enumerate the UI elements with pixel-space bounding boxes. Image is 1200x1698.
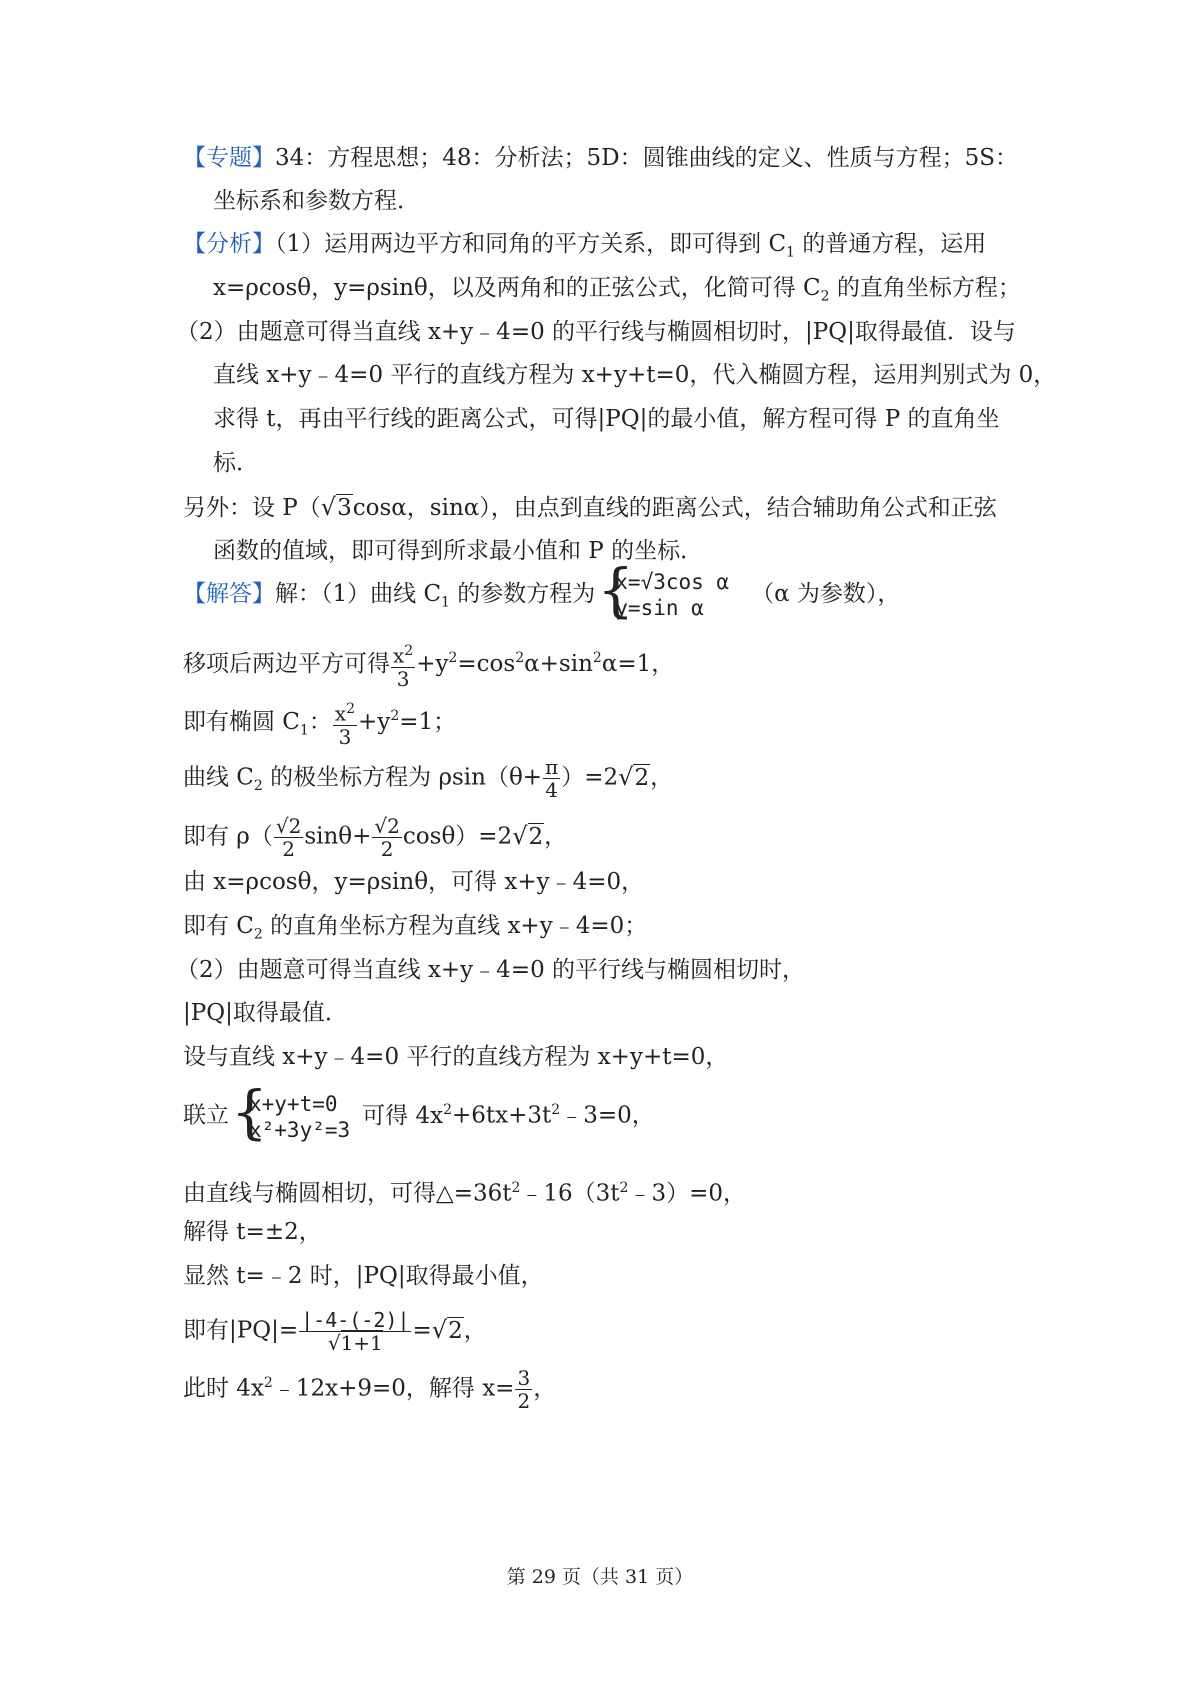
solution-line-5: 即有 ρ（ $\frac{√2}{2}$ sinθ+ $\frac{√2}{2}$ cosθ）=2√2，: [183, 814, 568, 861]
fraction-3-over-2: $\frac{3}{2}$: [517, 1366, 531, 1414]
solution-line-13: 解得 t=±2，: [183, 1219, 322, 1245]
fraction-x2-over-3: $\frac{x^2}{3}$: [333, 698, 357, 748]
solution-line-16: 此时 $4x^2﹣12x+9=0$，解得 x= $\frac{3}{2}$ ，: [183, 1366, 557, 1414]
zhuanti-line-2: 坐标系和参数方程．: [213, 188, 420, 214]
solution-line-12: 由直线与椭圆相切，可得$\triangle=36t^2﹣16(3t^2﹣3)=0$，: [183, 1180, 747, 1207]
lingwai-line-2: 函数的值域，即可得到所求最小值和 P 的坐标．: [213, 538, 704, 564]
solution-line-14: 显然 t=﹣2 时，|PQ|取得最小值，: [183, 1263, 544, 1289]
lingwai-line-1: 另外：设 P（√3cosα，sinα），由点到直线的距离公式，结合辅助角公式和正弦: [183, 491, 997, 524]
solution-line-8: （2）由题意可得当直线 x+y﹣4=0 的平行线与椭圆相切时，: [176, 957, 806, 983]
fenxi-line-3: （2）由题意可得当直线 x+y﹣4=0 的平行线与椭圆相切时，|PQ|取得最值．设与: [176, 319, 1016, 345]
fraction-sqrt2-over-2: $\frac{√2}{2}$: [275, 814, 302, 861]
fraction-distance: $\frac{|-4-(-2)|}{√1+1}$: [301, 1308, 410, 1355]
solution-line-7: 即有 $C_2$ 的直角坐标方程为直线 x+y﹣4=0；: [183, 913, 648, 943]
sqrt-2: √2: [512, 821, 544, 850]
solution-line-4: 曲线 $C_2$ 的极坐标方程为 ρsin（θ+ $\frac{\pi}{4}$ ）=2√2，: [183, 755, 674, 802]
fenxi-line-1: 【分析】（1）运用两边平方和同角的平方关系，即可得到 $C_1$ 的普通方程，运用: [183, 231, 987, 261]
simultaneous-system: { x+y+t=0 x²+3y²=3: [233, 1091, 350, 1143]
parametric-system: { x=√3cos α y=sin α: [599, 569, 729, 621]
solution-line-10: 设与直线 x+y﹣4=0 平行的直线方程为 x+y+t=0，: [183, 1044, 729, 1070]
sqrt-2: √2: [618, 762, 650, 791]
solution-line-11: 联立 { x+y+t=0 x²+3y²=3 可得 $4x^2+6tx+3t^2﹣3=0$，: [183, 1080, 655, 1146]
solution-line-9: |PQ|取得最值．: [183, 1000, 348, 1026]
fraction-x2-over-3: $\frac{x^2}{3}$: [391, 640, 415, 690]
fraction-sqrt2-over-2: $\frac{√2}{2}$: [374, 814, 400, 861]
solution-line-6: 由 x=ρcosθ，y=ρsinθ，可得 x+y﹣4=0，: [183, 869, 645, 895]
fenxi-tag: 【分析】: [183, 231, 275, 257]
fenxi-line-6: 标．: [213, 450, 259, 476]
solution-line-15: 即有|PQ|= $\frac{|-4-(-2)|}{√1+1}$ =√2，: [183, 1308, 487, 1355]
solution-line-3: 即有椭圆 $C_1$： $\frac{x^2}{3}$ $+y^2=1$；: [183, 698, 456, 748]
fenxi-line-4: 直线 x+y﹣4=0 平行的直线方程为 x+y+t=0，代入椭圆方程，运用判别式为 0，: [213, 362, 1057, 388]
sqrt-2: √2: [431, 1315, 463, 1344]
jieda-tag: 【解答】: [183, 581, 275, 607]
solution-line-2: 移项后两边平方可得 $\frac{x^2}{3}$ $+y^2=\cos^2\alpha+\sin^2\alpha=1$，: [183, 640, 674, 690]
fenxi-line-2: x=ρcosθ，y=ρsinθ，以及两角和的正弦公式，化简可得 $C_2$ 的直角坐标方程；: [213, 275, 1021, 305]
fenxi-line-5: 求得 t，再由平行线的距离公式，可得|PQ|的最小值，解方程可得 P 的直角坐: [213, 406, 1000, 432]
zhuanti-tag: 【专题】: [183, 145, 275, 171]
jieda-line-1: 【解答】解：（1）曲线 $C_1$ 的参数方程为 { x=√3cos α y=sin α （α 为参数），: [183, 564, 900, 633]
zhuanti-line-1: 【专题】34：方程思想；48：分析法；5D：圆锥曲线的定义、性质与方程；5S：: [183, 145, 1018, 171]
page-footer: 第 29 页（共 31 页）: [506, 1566, 694, 1588]
sqrt-3: √3: [320, 493, 352, 521]
fraction-pi-over-4: $\frac{\pi}{4}$: [545, 755, 559, 802]
